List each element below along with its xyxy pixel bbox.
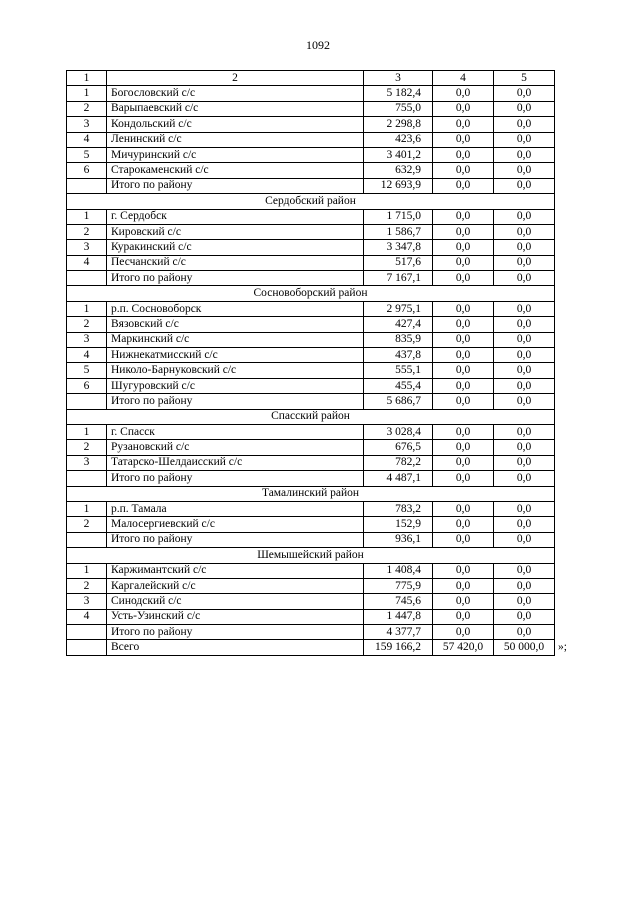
name-cell: Кондольский с/с <box>107 117 364 132</box>
value-cell-col5: 0,0 <box>494 271 555 286</box>
table-row <box>67 240 555 255</box>
value-cell-col4: 0,0 <box>433 440 494 455</box>
value-cell-col5: 0,0 <box>494 594 555 609</box>
table-row <box>67 563 555 578</box>
value-cell-col3: 745,6 <box>364 594 433 609</box>
value-cell-col4: 0,0 <box>433 594 494 609</box>
table-row <box>67 609 555 624</box>
name-cell: г. Спасск <box>107 424 364 439</box>
value-cell-col5: 0,0 <box>494 209 555 224</box>
name-cell: Варыпаевский с/с <box>107 101 364 116</box>
row-number-cell <box>67 178 107 193</box>
name-cell: Ленинский с/с <box>107 132 364 147</box>
value-cell-col5: 0,0 <box>494 178 555 193</box>
name-cell: Итого по району <box>107 625 364 640</box>
name-cell: Мичуринский с/с <box>107 147 364 162</box>
name-cell: Богословский с/с <box>107 86 364 101</box>
column-header: 2 <box>107 71 364 86</box>
name-cell: Куракинский с/с <box>107 240 364 255</box>
value-cell-col4: 0,0 <box>433 563 494 578</box>
row-number-cell: 2 <box>67 517 107 532</box>
table-body <box>67 71 567 656</box>
value-cell-col4: 0,0 <box>433 86 494 101</box>
row-number-cell: 1 <box>67 209 107 224</box>
table-row <box>67 594 555 609</box>
value-cell-col3: 1 586,7 <box>364 224 433 239</box>
value-cell-col5: 0,0 <box>494 625 555 640</box>
value-cell-col4: 0,0 <box>433 132 494 147</box>
value-cell-col3: 835,9 <box>364 332 433 347</box>
value-cell-col5: 0,0 <box>494 363 555 378</box>
section-title: Сердобский район <box>67 194 555 209</box>
value-cell-col5: 0,0 <box>494 224 555 239</box>
row-number-cell: 1 <box>67 424 107 439</box>
value-cell-col3: 437,8 <box>364 348 433 363</box>
header-row <box>67 71 555 86</box>
value-cell-col5: 0,0 <box>494 455 555 470</box>
subtotal-row <box>67 532 555 547</box>
row-number-cell: 2 <box>67 101 107 116</box>
row-number-cell: 1 <box>67 301 107 316</box>
name-cell: Каржимантский с/с <box>107 563 364 578</box>
row-number-cell: 2 <box>67 224 107 239</box>
value-cell-col3: 775,9 <box>364 578 433 593</box>
value-cell-col4: 0,0 <box>433 348 494 363</box>
table-row <box>67 86 555 101</box>
value-cell-col4: 0,0 <box>433 101 494 116</box>
table-row <box>67 440 555 455</box>
table-row <box>67 147 555 162</box>
row-number-cell <box>67 271 107 286</box>
subtotal-row <box>67 625 555 640</box>
value-cell-col4: 0,0 <box>433 317 494 332</box>
table-row <box>67 209 555 224</box>
value-cell-col3: 755,0 <box>364 101 433 116</box>
value-cell-col5: 0,0 <box>494 86 555 101</box>
value-cell-col3: 632,9 <box>364 163 433 178</box>
value-cell-col4: 0,0 <box>433 532 494 547</box>
name-cell: Всего <box>107 640 364 655</box>
row-number-cell: 2 <box>67 317 107 332</box>
value-cell-col4: 0,0 <box>433 363 494 378</box>
value-cell-col4: 57 420,0 <box>433 640 494 655</box>
name-cell: Малосергиевский с/с <box>107 517 364 532</box>
value-cell-col3: 782,2 <box>364 455 433 470</box>
value-cell-col5: 0,0 <box>494 424 555 439</box>
table-row <box>67 363 555 378</box>
value-cell-col3: 159 166,2 <box>364 640 433 655</box>
name-cell: Старокаменский с/с <box>107 163 364 178</box>
value-cell-col3: 5 686,7 <box>364 394 433 409</box>
section-row <box>67 286 555 301</box>
section-title: Шемышейский район <box>67 548 555 563</box>
name-cell: р.п. Сосновоборск <box>107 301 364 316</box>
row-number-cell: 1 <box>67 501 107 516</box>
row-number-cell <box>67 532 107 547</box>
name-cell: Синодский с/с <box>107 594 364 609</box>
value-cell-col5: 0,0 <box>494 563 555 578</box>
table-row <box>67 578 555 593</box>
value-cell-col5: 0,0 <box>494 471 555 486</box>
name-cell: Нижнекатмисский с/с <box>107 348 364 363</box>
table-row <box>67 132 555 147</box>
value-cell-col5: 0,0 <box>494 101 555 116</box>
table-row <box>67 224 555 239</box>
row-number-cell: 3 <box>67 240 107 255</box>
row-number-cell: 4 <box>67 132 107 147</box>
section-row <box>67 548 555 563</box>
value-cell-col5: 0,0 <box>494 117 555 132</box>
row-number-cell: 5 <box>67 147 107 162</box>
data-table <box>66 70 567 656</box>
value-cell-col3: 4 377,7 <box>364 625 433 640</box>
table-row <box>67 255 555 270</box>
value-cell-col4: 0,0 <box>433 117 494 132</box>
grand-total-row <box>67 640 555 655</box>
value-cell-col5: 0,0 <box>494 394 555 409</box>
name-cell: Шугуровский с/с <box>107 378 364 393</box>
value-cell-col3: 12 693,9 <box>364 178 433 193</box>
value-cell-col5: 50 000,0 »; <box>494 640 555 655</box>
value-cell-col3: 2 975,1 <box>364 301 433 316</box>
column-header: 4 <box>433 71 494 86</box>
row-number-cell: 4 <box>67 255 107 270</box>
value-cell-col3: 3 401,2 <box>364 147 433 162</box>
section-title: Сосновоборский район <box>67 286 555 301</box>
row-number-cell: 1 <box>67 86 107 101</box>
table-row <box>67 332 555 347</box>
value-cell-col3: 455,4 <box>364 378 433 393</box>
name-cell: Каргалейский с/с <box>107 578 364 593</box>
value-cell-col5: 0,0 <box>494 578 555 593</box>
value-cell-col5: 0,0 <box>494 147 555 162</box>
value-cell-col4: 0,0 <box>433 209 494 224</box>
value-cell-col5: 0,0 <box>494 163 555 178</box>
value-cell-col4: 0,0 <box>433 625 494 640</box>
row-number-cell <box>67 394 107 409</box>
row-number-cell: 3 <box>67 455 107 470</box>
name-cell: Татарско-Шелдаисский с/с <box>107 455 364 470</box>
row-number-cell <box>67 625 107 640</box>
section-title: Тамалинский район <box>67 486 555 501</box>
value-cell-col3: 3 028,4 <box>364 424 433 439</box>
value-cell-col3: 555,1 <box>364 363 433 378</box>
page-number: 1092 <box>306 38 330 52</box>
row-number-cell: 6 <box>67 378 107 393</box>
value-cell-col4: 0,0 <box>433 455 494 470</box>
value-cell-col5: 0,0 <box>494 440 555 455</box>
row-number-cell: 2 <box>67 578 107 593</box>
name-cell: Итого по району <box>107 178 364 193</box>
name-cell: Итого по району <box>107 394 364 409</box>
table-row <box>67 517 555 532</box>
name-cell: Рузановский с/с <box>107 440 364 455</box>
value-cell-col3: 4 487,1 <box>364 471 433 486</box>
subtotal-row <box>67 178 555 193</box>
table-row <box>67 348 555 363</box>
row-number-cell: 1 <box>67 563 107 578</box>
value-cell-col4: 0,0 <box>433 332 494 347</box>
row-number-cell: 3 <box>67 594 107 609</box>
table-row <box>67 117 555 132</box>
value-cell-col5: 0,0 <box>494 609 555 624</box>
value-cell-col4: 0,0 <box>433 271 494 286</box>
row-number-cell: 6 <box>67 163 107 178</box>
value-cell-col4: 0,0 <box>433 255 494 270</box>
value-cell-col4: 0,0 <box>433 394 494 409</box>
value-cell-col5: 0,0 <box>494 255 555 270</box>
table-row <box>67 378 555 393</box>
table-row <box>67 501 555 516</box>
name-cell: Маркинский с/с <box>107 332 364 347</box>
value-cell-col4: 0,0 <box>433 424 494 439</box>
name-cell: Николо-Барнуковский с/с <box>107 363 364 378</box>
value-cell-col4: 0,0 <box>433 163 494 178</box>
name-cell: Песчанский с/с <box>107 255 364 270</box>
value-cell-col5: 0,0 <box>494 132 555 147</box>
value-cell-col3: 427,4 <box>364 317 433 332</box>
row-number-cell: 3 <box>67 332 107 347</box>
row-number-cell <box>67 471 107 486</box>
name-cell: г. Сердобск <box>107 209 364 224</box>
row-number-cell: 4 <box>67 609 107 624</box>
value-cell-col5: 0,0 <box>494 501 555 516</box>
value-cell-col5: 0,0 <box>494 317 555 332</box>
value-cell-col4: 0,0 <box>433 578 494 593</box>
row-number-cell <box>67 640 107 655</box>
closing-quote-mark: »; <box>558 641 567 654</box>
row-number-cell: 4 <box>67 348 107 363</box>
value-cell-col3: 1 447,8 <box>364 609 433 624</box>
section-row <box>67 409 555 424</box>
value-cell-col4: 0,0 <box>433 609 494 624</box>
value-cell-col5: 0,0 <box>494 301 555 316</box>
name-cell: Кировский с/с <box>107 224 364 239</box>
value-cell-col3: 936,1 <box>364 532 433 547</box>
value-cell-col3: 5 182,4 <box>364 86 433 101</box>
value-cell-col5: 0,0 <box>494 378 555 393</box>
value-cell-col4: 0,0 <box>433 378 494 393</box>
value-cell-col4: 0,0 <box>433 178 494 193</box>
value-cell-col5: 0,0 <box>494 348 555 363</box>
value-cell-col4: 0,0 <box>433 501 494 516</box>
subtotal-row <box>67 271 555 286</box>
value-cell-col4: 0,0 <box>433 471 494 486</box>
section-row <box>67 194 555 209</box>
value-cell-col3: 1 715,0 <box>364 209 433 224</box>
name-cell: Итого по району <box>107 532 364 547</box>
value-cell-col5: 0,0 <box>494 532 555 547</box>
value-cell-col5: 0,0 <box>494 332 555 347</box>
name-cell: Итого по району <box>107 471 364 486</box>
name-cell: Усть-Узинский с/с <box>107 609 364 624</box>
name-cell: Итого по району <box>107 271 364 286</box>
table-row <box>67 301 555 316</box>
value-cell-col4: 0,0 <box>433 517 494 532</box>
subtotal-row <box>67 471 555 486</box>
value-cell-col3: 2 298,8 <box>364 117 433 132</box>
section-title: Спасский район <box>67 409 555 424</box>
value-cell-col3: 7 167,1 <box>364 271 433 286</box>
name-cell: р.п. Тамала <box>107 501 364 516</box>
value-cell-col4: 0,0 <box>433 224 494 239</box>
table-row <box>67 101 555 116</box>
value-cell-col3: 3 347,8 <box>364 240 433 255</box>
value-cell-col3: 783,2 <box>364 501 433 516</box>
value-cell-col3: 676,5 <box>364 440 433 455</box>
value-cell-col5: 0,0 <box>494 517 555 532</box>
column-header: 3 <box>364 71 433 86</box>
subtotal-row <box>67 394 555 409</box>
column-header: 1 <box>67 71 107 86</box>
table-row <box>67 163 555 178</box>
value-cell-col4: 0,0 <box>433 147 494 162</box>
row-number-cell: 5 <box>67 363 107 378</box>
table-row <box>67 424 555 439</box>
row-number-cell: 3 <box>67 117 107 132</box>
value-cell-col5: 0,0 <box>494 240 555 255</box>
table-row <box>67 317 555 332</box>
value-cell-col4: 0,0 <box>433 240 494 255</box>
table-row <box>67 455 555 470</box>
value-cell-col3: 1 408,4 <box>364 563 433 578</box>
row-number-cell: 2 <box>67 440 107 455</box>
value-cell-col3: 517,6 <box>364 255 433 270</box>
value-cell-col3: 423,6 <box>364 132 433 147</box>
value-cell-col4: 0,0 <box>433 301 494 316</box>
value-cell-col3: 152,9 <box>364 517 433 532</box>
column-header: 5 <box>494 71 555 86</box>
section-row <box>67 486 555 501</box>
name-cell: Вязовский с/с <box>107 317 364 332</box>
